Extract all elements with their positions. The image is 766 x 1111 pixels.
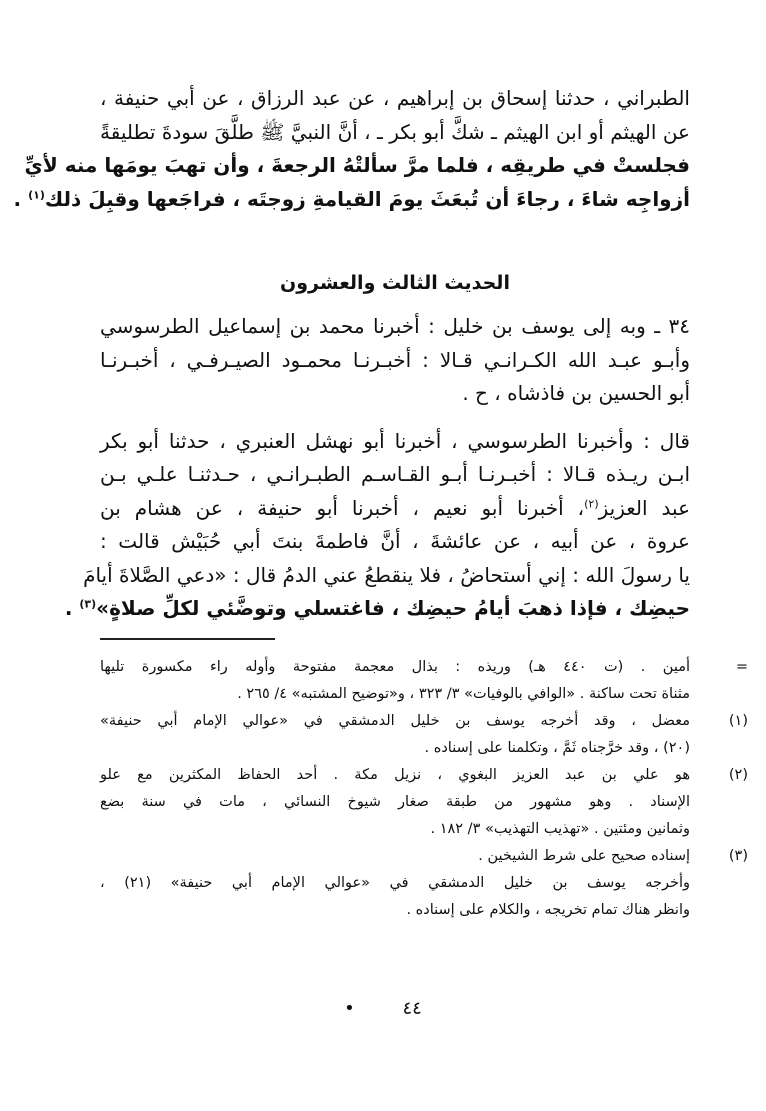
paragraph-isnad [100, 310, 690, 411]
text-line: الطبراني ، حدثنا إسحاق بن إبراهيم ، عن عبد الرزاق ، عن أبي حنيفة ، [100, 86, 690, 110]
footnote-ref: (٣) [79, 597, 97, 611]
footnote-continuation [100, 654, 748, 708]
text-line: وأبـو عبـد الله الكـرانـي قـالا : أخبـرنـا محمـود الصيـرفـي ، أخبـرنـا [100, 347, 690, 372]
page-number: ٤٤ [402, 998, 422, 1019]
footnote-line: معضل ، وقد أخرجه يوسف بن خليل الدمشقي في «عوالي الإمام أبي حنيفة» [100, 712, 690, 729]
footnote-number: (٢) [728, 766, 748, 783]
hadith-heading: الحديث الثالث والعشرون [280, 272, 510, 294]
text-line: عروة ، عن أبيه ، عن عائشةَ ، أنَّ فاطمةَ بنتَ أبي حُبَيْش قالت : [100, 529, 690, 553]
footnote-2 [100, 762, 748, 843]
text-line: ٣٤ ـ وبه إلى يوسف بن خليل : أخبرنا محمد بن إسماعيل الطرسوسي [100, 314, 690, 338]
text-line: أبو الحسين بن فاذشاه ، ح . [462, 381, 690, 405]
paragraph-continuation [13, 82, 690, 216]
footnote-number: (٣) [728, 847, 748, 864]
footnote-1 [100, 708, 748, 762]
separator-line [100, 638, 275, 640]
footnote-number: (١) [728, 712, 748, 729]
text-line: عن الهيثم أو ابن الهيثم ـ شكَّ أبو بكر ـ ، أنَّ النبيَّ ﷺ طلَّقَ سودةَ تطليقةً [100, 119, 690, 144]
footnote-3 [100, 843, 748, 924]
text-line: قال : وأخبرنا الطرسوسي ، أخبرنا أبو نهشل العنبري ، حدثنا أبو بكر [100, 428, 690, 453]
footnote-line: مثناة تحت ساكنة . «الوافي بالوفيات» ٣/ ٣٢٣ ، و«توضيح المشتبه» ٤/ ٢٦٥ . [237, 685, 690, 702]
footnote-ref: (١) [28, 187, 45, 201]
paragraph-hadith [64, 425, 690, 626]
footnote-line: (٢٠) ، وقد خرَّجناه ثَمَّ ، وتكلمنا على إسناده . [424, 739, 690, 756]
footnote-line: أمين . (ت ٤٤٠ هـ) وريذه : بذال معجمة مفتوحة وأوله راء مكسورة تليها [100, 658, 690, 675]
text-line: ابـن ريـذه قـالا : أخبـرنـا أبـو القـاسـم الطبـرانـي ، حـدثنـا علـي بـن [100, 462, 690, 486]
footnote-line: إسناده صحيح على شرط الشيخين . [478, 847, 690, 864]
page-number-area [0, 998, 766, 1019]
text-line: فجلستْ في طريقِه ، فلما مرَّ سألتْهُ الرجعةَ ، وأن تهبَ يومَها منه لأيِّ [24, 153, 690, 177]
text-line: حيضِك ، فإذا ذهبَ أيامُ حيضِك ، فاغتسلي وتوضَّئي لكلِّ صلاةٍ»$^{(٣)}$ . [64, 596, 690, 620]
footnote-line: وثمانين ومئتين . «تهذيب التهذيب» ٣/ ١٨٢ . [430, 820, 690, 837]
text-line: يا رسولَ الله : إني أستحاضُ ، فلا ينقطعُ عني الدمُ قال : «دعي الصَّلاةَ أيامَ [83, 562, 690, 587]
footnote-line: هو علي بن عبد العزيز البغوي ، نزيل مكة . أحد الحفاظ المكثرين مع علو [100, 766, 690, 783]
footnote-separator [100, 626, 690, 650]
footnote-line: وأخرجه يوسف بن خليل الدمشقي في «عوالي الإمام أبي حنيفة» (٢١) ، [100, 874, 690, 891]
footnotes [100, 654, 748, 924]
continuation-marker: = [735, 658, 748, 675]
footnote-line: الإسناد . وهو مشهور من طبقة صغار شيوخ النسائي ، مات في سنة بضع [100, 793, 690, 810]
text-line: عبد العزيز$^{(٢)}$، أخبرنا أبو نعيم ، أخبرنا أبو حنيفة ، عن هشام بن [100, 495, 690, 520]
footnote-line: وانظر هناك تمام تخريجه ، والكلام على إسناده . [406, 901, 690, 918]
footnote-ref: (٢) [584, 496, 599, 510]
text-line: أزواجِه شاءَ ، رجاءَ أن تُبعَثَ يومَ القيامةِ زوجتَه ، فراجَعها وقبِلَ ذلك$^{(١)}$ . [13, 186, 690, 211]
page-body [13, 82, 748, 924]
page-dot: • [344, 998, 355, 1019]
